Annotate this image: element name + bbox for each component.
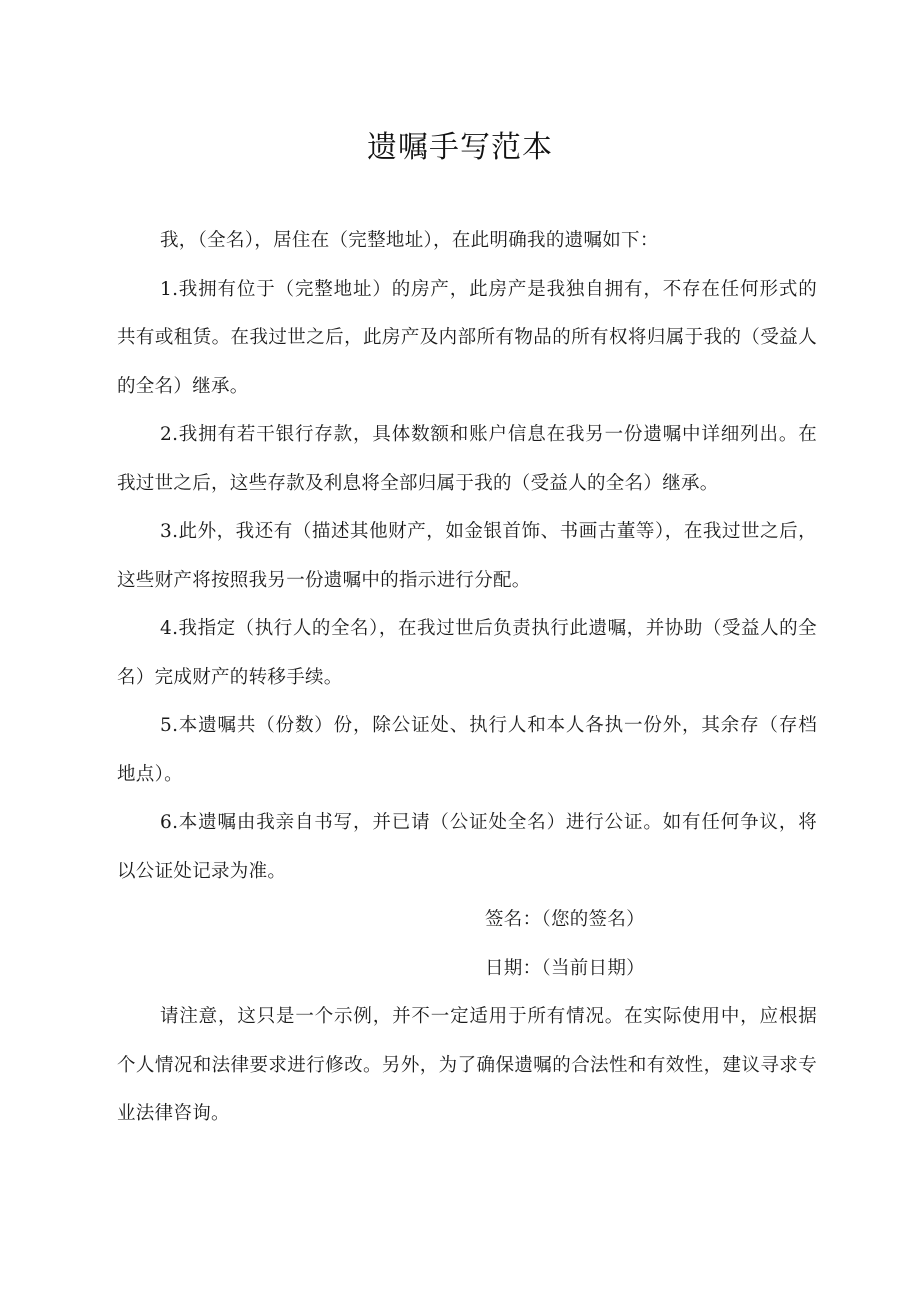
document-title: 遗嘱手写范本 — [367, 130, 553, 165]
clause-2-deposits: 2.我拥有若干银行存款，具体数额和账户信息在我另一份遗嘱中详细列出。在我过世之后，这些存款及利息将全部归属于我的（受益人的全名）继承。 — [117, 424, 817, 494]
clause-5-copies: 5.本遗嘱共（份数）份，除公证处、执行人和本人各执一份外，其余存（存档地点）。 — [117, 715, 817, 785]
clause-3-other-assets: 3.此外，我还有（描述其他财产，如金银首饰、书画古董等），在我过世之后，这些财产将按照我另一份遗嘱中的指示进行分配。 — [117, 521, 817, 591]
document-body — [117, 217, 817, 1139]
clause-1-property: 1.我拥有位于（完整地址）的房产，此房产是我独自拥有，不存在任何形式的共有或租赁。在我过世之后，此房产及内部所有物品的所有权将归属于我的（受益人的全名）继承。 — [117, 278, 817, 397]
clause-6-notarization: 6.本遗嘱由我亲自书写，并已请（公证处全名）进行公证。如有任何争议，将以公证处记录为准。 — [117, 812, 817, 882]
signature-line: 签名：（您的签名） — [485, 909, 645, 930]
clause-4-executor: 4.我指定（执行人的全名），在我过世后负责执行此遗嘱，并协助（受益人的全名）完成财产的转移手续。 — [117, 618, 817, 688]
intro-paragraph: 我，（全名），居住在（完整地址），在此明确我的遗嘱如下： — [160, 230, 659, 251]
date-line: 日期：（当前日期） — [485, 957, 645, 979]
disclaimer-note: 请注意，这只是一个示例，并不一定适用于所有情况。在实际使用中，应根据个人情况和法律要求进行修改。另外，为了确保遗嘱的合法性和有效性，建议寻求专业法律咨询。 — [117, 1006, 817, 1124]
